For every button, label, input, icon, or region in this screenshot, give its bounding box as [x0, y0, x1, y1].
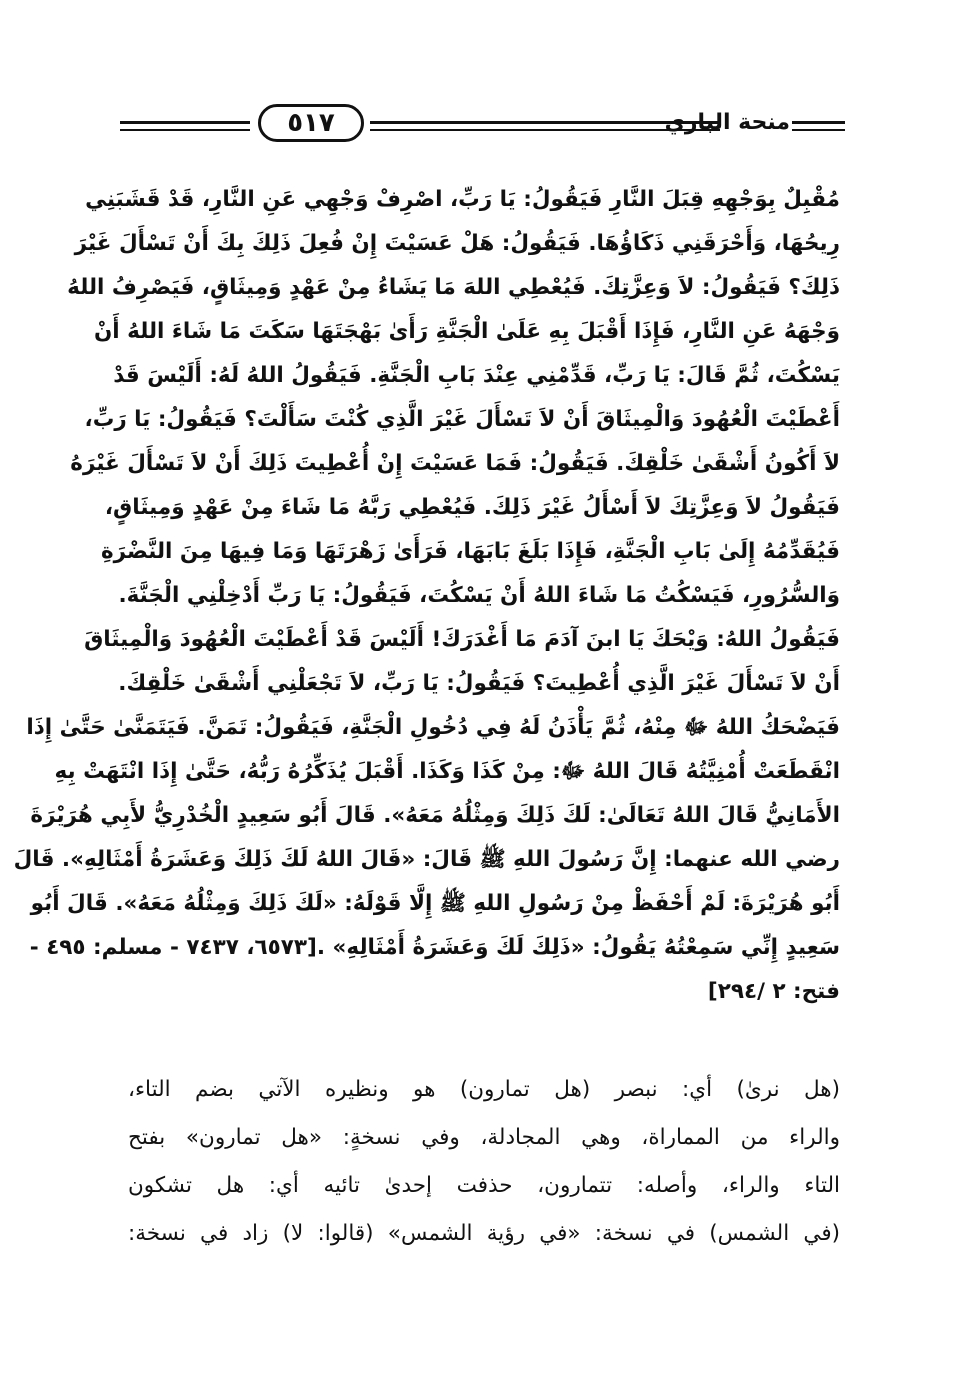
header-rule-left [120, 121, 250, 131]
hadith-line: فَيَقُولُ اللهُ: وَيْحَكَ يَا ابنَ آدَمَ مَا أَغْدَرَكَ! أَلَيْسَ قَدْ أَعْطَيْتَ الْعُهُودَ وَالْمِيثَاقَ [84, 627, 840, 652]
hadith-line: أَعْطَيْتَ الْعُهُودَ وَالْمِيثَاقَ أَنْ لاَ تَسْأَلَ غَيْرَ الَّذِي كُنْتَ سَأَلْتَ؟ فَيَقُولُ: يَا رَبِّ، [84, 407, 840, 432]
hadith-line: لاَ أَكُونُ أَشْقَىٰ خَلْقِكَ. فَيَقُولُ: فَمَا عَسَيْتَ إِنْ أُعْطِيتَ ذَلِكَ أَنْ لاَ تَسْأَلَ غَيْرَهُ [70, 451, 840, 476]
hadith-line: أَنْ لاَ تَسْأَلَ غَيْرَ الَّذِي أُعْطِيتَ؟ فَيَقُولُ: يَا رَبِّ، لاَ تَجْعَلْنِي أَشْقَىٰ خَلْقِكَ. [118, 671, 840, 696]
commentary-line: (هل نرىٰ) أي: نبصر (هل تمارون) هو ونظيره الآتي بضم التاء، [128, 1077, 840, 1102]
hadith-line: وَالسُّرُورِ، فَيَسْكُتُ مَا شَاءَ اللهُ أَنْ يَسْكُتَ، فَيَقُولُ: يَا رَبِّ أَدْخِلْنِي الْجَنَّةَ. [118, 583, 840, 608]
hadith-line: مُقْبِلٌ بِوَجْهِهِ قِبَلَ النَّارِ فَيَقُولُ: يَا رَبِّ، اصْرِفْ وَجْهِي عَنِ النَّارِ، قَدْ قَشَبَنِي [85, 187, 840, 212]
hadith-reference-line: فتح: ٢ /٢٩٤] [707, 979, 840, 1004]
commentary-text [128, 1066, 840, 1258]
hadith-line: رضي الله عنهما: إِنَّ رَسُولَ اللهِ ﷺ قَالَ: «قَالَ اللهُ لَكَ ذَلِكَ وَعَشَرَةُ أَمْثَالِهِ». قَالَ [13, 847, 840, 872]
page-header [120, 100, 845, 150]
hadith-line: فَيُقَدِّمُهُ إِلَىٰ بَابِ الْجَنَّةِ، فَإِذَا بَلَغَ بَابَهَا، فَرَأَىٰ زَهْرَتَهَا وَمَا فِيهَا مِنَ النَّضْرَةِ [100, 539, 840, 564]
commentary-line: (في الشمس) في نسخة: «في رؤية الشمس» (قالوا: لا) زاد في نسخة: [128, 1221, 840, 1246]
hadith-line: سَعِيدٍ إِنِّي سَمِعْتُهُ يَقُولُ: «ذَلِكَ لَكَ وَعَشَرَةُ أَمْثَالِهِ» .[٦٥٧٣، ٧٤٣٧ - مسلم: ٤٩٥ - [29, 935, 840, 960]
running-title: منحة الباري [664, 110, 790, 135]
page-number-badge: ٥١٧ [258, 104, 364, 142]
hadith-line: أَبُو هُرَيْرَةَ: لَمْ أَحْفَظْ مِنْ رَسُولِ اللهِ ﷺ إِلَّا قَوْلَهُ: «لَكَ ذَلِكَ وَمِثْلُهُ مَعَهُ». قَالَ أَبُو [30, 891, 840, 916]
hadith-line: ذَلِكَ؟ فَيَقُولُ: لاَ وَعِزَّتِكَ. فَيُعْطِي اللهَ مَا يَشَاءُ مِنْ عَهْدٍ وَمِيثَاقٍ، فَيَصْرِفُ اللهُ [67, 275, 840, 300]
hadith-text [13, 178, 840, 1014]
commentary-line: والراء من المماراة، وهي المجادلة، وفي نسخةٍ: «هل تمارون» بفتح [128, 1125, 840, 1150]
hadith-line: رِيحُهَا، وَأَحْرَقَنِي ذَكَاؤُهَا. فَيَقُولُ: هَلْ عَسَيْتَ إِنْ فُعِلَ ذَلِكَ بِكَ أَنْ تَسْأَلَ غَيْرَ [74, 231, 840, 256]
hadith-line: يَسْكُتَ، ثُمَّ قَالَ: يَا رَبِّ، قَدِّمْنِي عِنْدَ بَابِ الْجَنَّةِ. فَيَقُولُ اللهُ لَهُ: أَلَيْسَ قَدْ [113, 363, 840, 388]
commentary-line: التاء والراء، وأصله: تتمارون، حذفت إحدىٰ تائيه أي: هل تشكون [128, 1173, 840, 1198]
hadith-line: الأَمَانِيُّ قَالَ اللهُ تَعَالَىٰ: لَكَ ذَلِكَ وَمِثْلُهُ مَعَهُ». قَالَ أَبُو سَعِيدٍ الْخُدْرِيُّ لأَبِي هُرَيْرَةَ [30, 803, 840, 828]
hadith-line: فَيَضْحَكُ اللهُ ﷻ مِنْهُ، ثُمَّ يَأْذَنُ لَهُ فِي دُخُولِ الْجَنَّةِ، فَيَقُولُ: تَمَنَّ. فَيَتَمَنَّىٰ حَتَّىٰ إِذَا [26, 715, 840, 740]
header-rule-right [792, 121, 845, 131]
hadith-line: فَيَقُولُ لاَ وَعِزَّتِكَ لاَ أَسْأَلُ غَيْرَ ذَلِكَ. فَيُعْطِي رَبَّهُ مَا شَاءَ مِنْ عَهْدٍ وَمِيثَاقٍ، [104, 495, 840, 520]
hadith-line: وَجْهَهُ عَنِ النَّارِ، فَإِذَا أَقْبَلَ بِهِ عَلَىٰ الْجَنَّةِ رَأَىٰ بَهْجَتَهَا سَكَتَ مَا شَاءَ اللهُ أَنْ [93, 319, 840, 344]
hadith-line: انْقَطَعَتْ أُمْنِيَّتُهُ قَالَ اللهُ ﷻ: مِنْ كَذَا وَكَذَا. أَقْبَلَ يُذَكِّرُهُ رَبُّهُ، حَتَّىٰ إِذَا انْتَهَتْ بِهِ [54, 759, 840, 784]
